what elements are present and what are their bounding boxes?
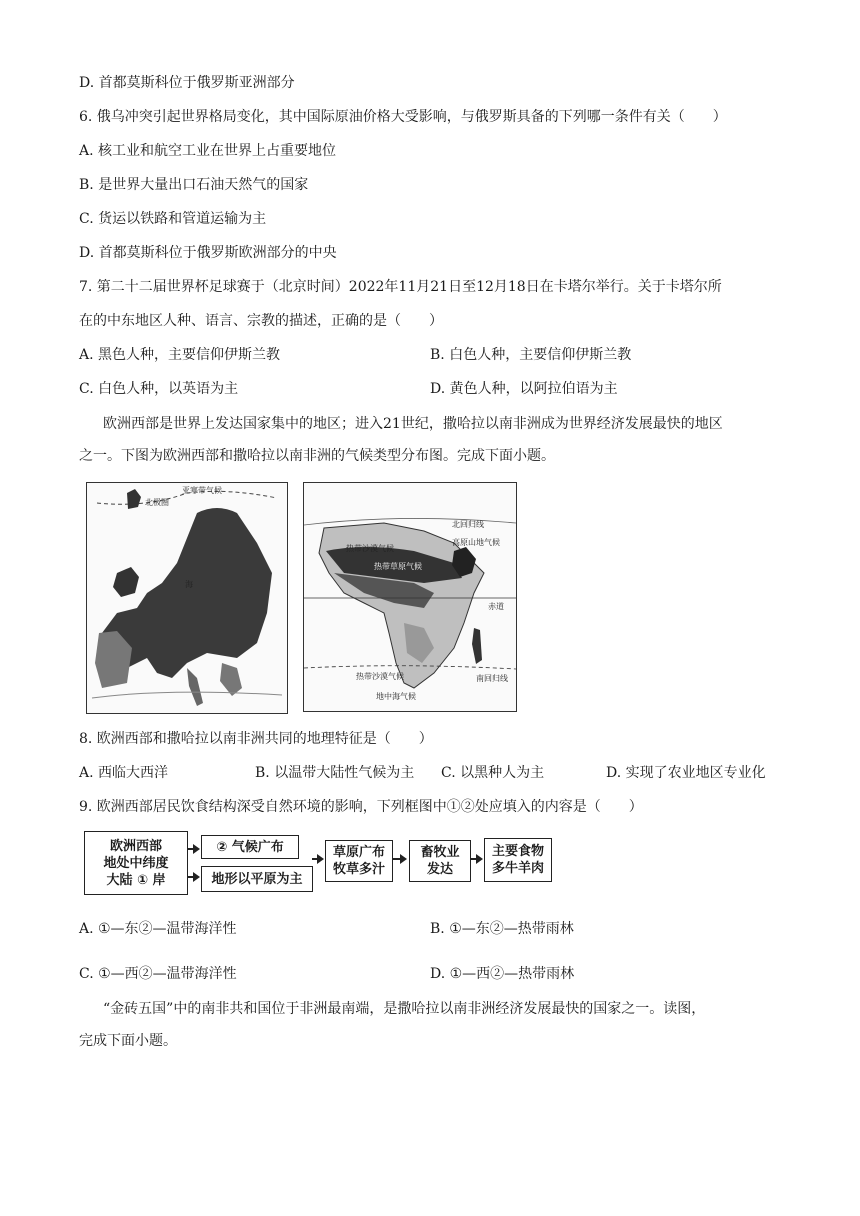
flow-box-grassland: 草原广布 牧草多汁 [325, 840, 393, 882]
flow-arrow-2 [312, 858, 322, 860]
q8-stem: 8. 欧洲西部和撒哈拉以南非洲共同的地理特征是（ ） [79, 731, 433, 747]
flow-box-terrain: 地形以平原为主 [201, 866, 313, 892]
africa-label-mediterranean: 地中海气候 [376, 692, 416, 701]
africa-label-highland: 高原山地气候 [452, 538, 500, 547]
intro1-line1: 欧洲西部是世界上发达国家集中的地区；进入21世纪，撒哈拉以南非洲成为世界经济发展最快的地区 [103, 416, 723, 432]
q9-option-c: C. ①—西②—温带海洋性 [79, 966, 237, 982]
intro2-line2: 完成下面小题。 [79, 1033, 177, 1049]
q7-stem-line2: 在的中东地区人种、语言、宗教的描述，正确的是（ ） [79, 313, 443, 329]
africa-label-savanna: 热带草原气候 [374, 562, 422, 571]
q6-option-c: C. 货运以铁路和管道运输为主 [79, 211, 267, 227]
intro2-line1: “金砖五国”中的南非共和国位于非洲最南端，是撒哈拉以南非洲经济发展最快的国家之一。读图， [103, 1001, 706, 1017]
q5-option-d: D. 首都莫斯科位于俄罗斯亚洲部分 [79, 75, 295, 91]
flow-box-location: 欧洲西部 地处中纬度 大陆 ① 岸 [84, 831, 188, 895]
flow-box-climate: ② 气候广布 [201, 835, 299, 859]
africa-label-equator: 赤道 [488, 602, 504, 611]
q8-option-b: B. 以温带大陆性气候为主 [255, 765, 415, 781]
q9-option-b: B. ①—东②—热带雨林 [430, 921, 574, 937]
africa-label-desert-south: 热带沙漠气候 [356, 672, 404, 681]
europe-label-subarctic: 亚寒带气候 [182, 486, 222, 495]
europe-climate-map [86, 482, 288, 714]
europe-label-sea: 海 [185, 580, 193, 589]
flow-arrow-4 [471, 858, 481, 860]
q7-option-b: B. 白色人种，主要信仰伊斯兰教 [430, 347, 632, 363]
q8-option-a: A. 西临大西洋 [79, 765, 169, 781]
q8-option-c: C. 以黑种人为主 [441, 765, 545, 781]
q6-option-d: D. 首都莫斯科位于俄罗斯欧洲部分的中央 [79, 245, 337, 261]
europe-map-drawing [87, 483, 287, 713]
q7-stem-line1: 7. 第二十二届世界杯足球赛于（北京时间）2022年11月21日至12月18日在卡塔尔举行。关于卡塔尔所 [79, 279, 722, 295]
flow-box-food: 主要食物 多牛羊肉 [484, 838, 552, 882]
q7-option-d: D. 黄色人种，以阿拉伯语为主 [430, 381, 618, 397]
flow-arrow-3 [393, 858, 405, 860]
flow-box-livestock: 畜牧业 发达 [409, 840, 471, 882]
q9-stem: 9. 欧洲西部居民饮食结构深受自然环境的影响，下列框图中①②处应填入的内容是（ ） [79, 799, 643, 815]
flow-arrow-1a [188, 848, 198, 850]
flow-arrow-1b [188, 876, 198, 878]
africa-label-desert-north: 热带沙漠气候 [346, 544, 394, 553]
q9-option-d: D. ①—西②—热带雨林 [430, 966, 575, 982]
africa-label-tropic-cancer: 北回归线 [452, 520, 484, 529]
africa-climate-map [303, 482, 517, 712]
q6-option-b: B. 是世界大量出口石油天然气的国家 [79, 177, 309, 193]
q6-stem: 6. 俄乌冲突引起世界格局变化，其中国际原油价格大受影响，与俄罗斯具备的下列哪一条件有关（ ） [79, 109, 727, 125]
q9-option-a: A. ①—东②—温带海洋性 [79, 921, 237, 937]
europe-label-arctic-circle: 北极圈 [145, 498, 169, 507]
q7-option-a: A. 黑色人种，主要信仰伊斯兰教 [79, 347, 281, 363]
q8-option-d: D. 实现了农业地区专业化 [606, 765, 766, 781]
q6-option-a: A. 核工业和航空工业在世界上占重要地位 [79, 143, 337, 159]
intro1-line2: 之一。下图为欧洲西部和撒哈拉以南非洲的气候类型分布图。完成下面小题。 [79, 448, 555, 464]
africa-label-tropic-capricorn: 南回归线 [476, 674, 508, 683]
q7-option-c: C. 白色人种，以英语为主 [79, 381, 239, 397]
